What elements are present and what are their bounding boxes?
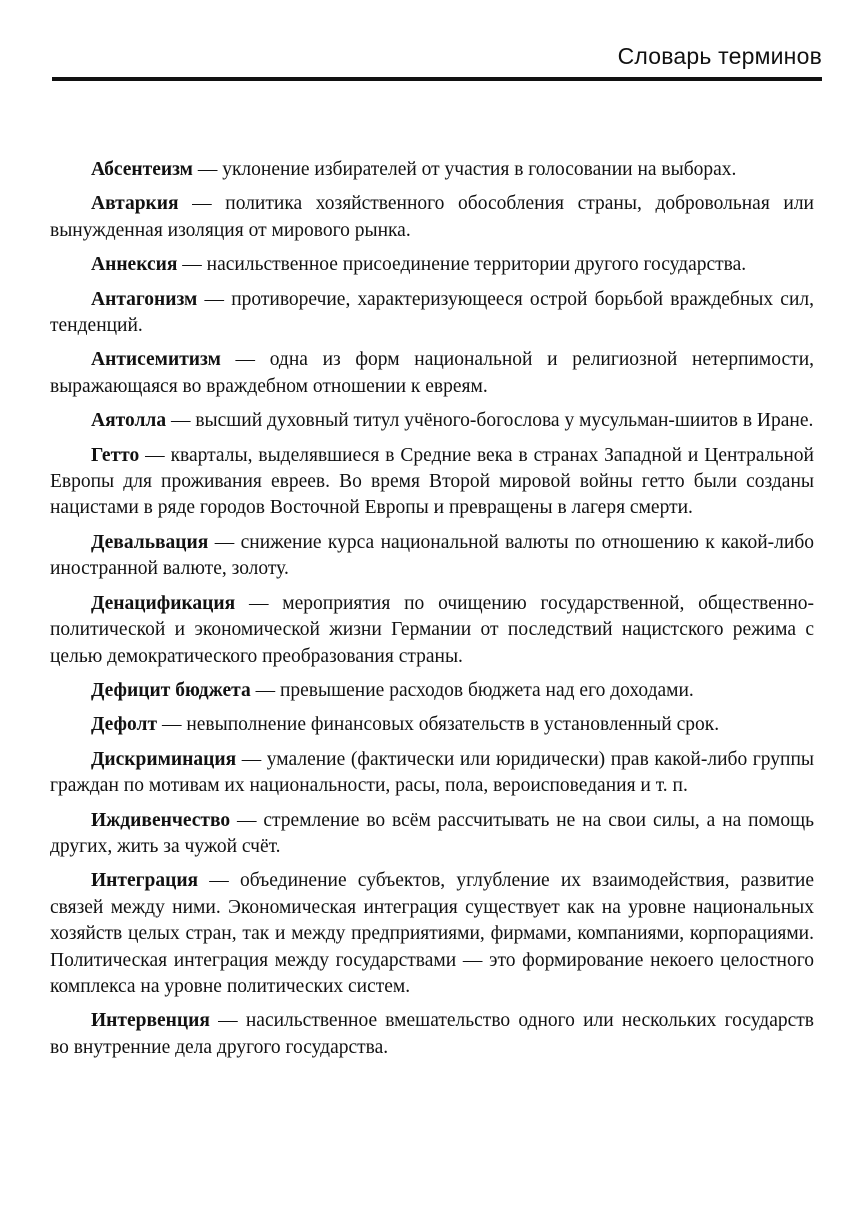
glossary-entry — [50, 712, 814, 738]
glossary-entry — [50, 808, 814, 861]
entry-term: Абсентеизм — [91, 159, 193, 180]
entry-definition: — кварталы, выделявшиеся в Средние века в странах Западной и Центральной Европы для проживания евреев. Во время Второй мировой войны гетто были созданы нацистами в ряде городов Восточной Европы и превращены в лагеря смерти. — [50, 444, 814, 519]
glossary-entry — [50, 1008, 814, 1061]
entry-term: Денацификация — [91, 592, 236, 614]
entry-definition: — снижение курса национальной валюты по отношению к какой-либо иностранной валюте, золоту. — [50, 531, 814, 580]
glossary-entry — [50, 157, 814, 183]
entry-term: Дефолт — [91, 714, 158, 736]
glossary-entry — [50, 747, 814, 800]
glossary-entry — [50, 868, 814, 1000]
entry-term: Антисемитизм — [91, 349, 221, 371]
entry-definition: — объединение субъектов, углубление их взаимодействия, развитие связей между ними. Экономическая интеграция существует как на уровне национальных хозяйств целых стран, так и между предприятиями, фирмами, компаниями, корпорациями. Политическая интеграция между государствами — это формирование некоего целостного комплекса на уровне политических систем. — [50, 870, 814, 997]
entry-definition: — высший духовный титул учёного-богослова у мусульман-шиитов в Иране. — [166, 410, 814, 432]
page-header — [52, 38, 822, 78]
entry-term: Автаркия — [91, 193, 179, 215]
entry-definition: — противоречие, характеризующееся острой борьбой враждебных сил, тенденций. — [50, 288, 814, 337]
glossary-entry — [50, 252, 814, 278]
entry-definition: — стремление во всём рассчитывать не на свои силы, а на помощь других, жить за чужой счёт. — [50, 809, 814, 857]
glossary-entry — [50, 408, 814, 434]
entry-term: Аятолла — [91, 410, 167, 432]
glossary-entry — [50, 443, 814, 522]
glossary-entry — [50, 591, 814, 670]
entry-term: Антагонизм — [91, 288, 198, 310]
glossary-entry — [50, 287, 814, 340]
page-title: Словарь терминов — [617, 43, 822, 69]
entry-term: Дефицит бюджета — [91, 679, 251, 701]
entry-definition: — превышение расходов бюджета над его доходами. — [250, 679, 694, 701]
glossary-entry — [50, 678, 814, 704]
glossary-entry — [50, 191, 814, 244]
glossary-entry — [50, 530, 814, 583]
entry-definition: — одна из форм национальной и религиозной нетерпимости, выражающаяся во враждебном отношении к евреям. — [50, 349, 814, 397]
header-rule — [52, 77, 822, 81]
glossary-entry — [50, 347, 814, 400]
entry-term: Аннексия — [91, 254, 178, 276]
entry-term: Интервенция — [91, 1010, 210, 1032]
entry-term: Иждивенчество — [91, 809, 231, 831]
entry-definition: — насильственное присоединение территории другого государства. — [177, 254, 747, 276]
entry-term: Интеграция — [91, 870, 199, 892]
entry-definition: — мероприятия по очищению государственной, общественно-политической и экономической жизни Германии от последствий нацистского режима с целью демократического преобразования страны. — [50, 592, 814, 667]
entry-term: Гетто — [91, 444, 140, 466]
entry-term: Дискриминация — [91, 748, 237, 770]
glossary — [50, 157, 814, 1069]
entry-definition: — умаление (фактически или юридически) прав какой-либо группы граждан по мотивам их национальности, расы, пола, вероисповедания и т. п. — [50, 748, 814, 797]
entry-definition: — невыполнение финансовых обязательств в установленный срок. — [157, 714, 720, 736]
entry-term: Девальвация — [91, 531, 209, 553]
entry-definition: — насильственное вмешательство одного или нескольких государств во внутренние дела другого государства. — [50, 1010, 814, 1058]
entry-definition: — уклонение избирателей от участия в голосовании на выборах. — [192, 159, 737, 180]
entry-definition: — политика хозяйственного обособления страны, добровольная или вынужденная изоляция от мирового рынка. — [50, 193, 814, 241]
